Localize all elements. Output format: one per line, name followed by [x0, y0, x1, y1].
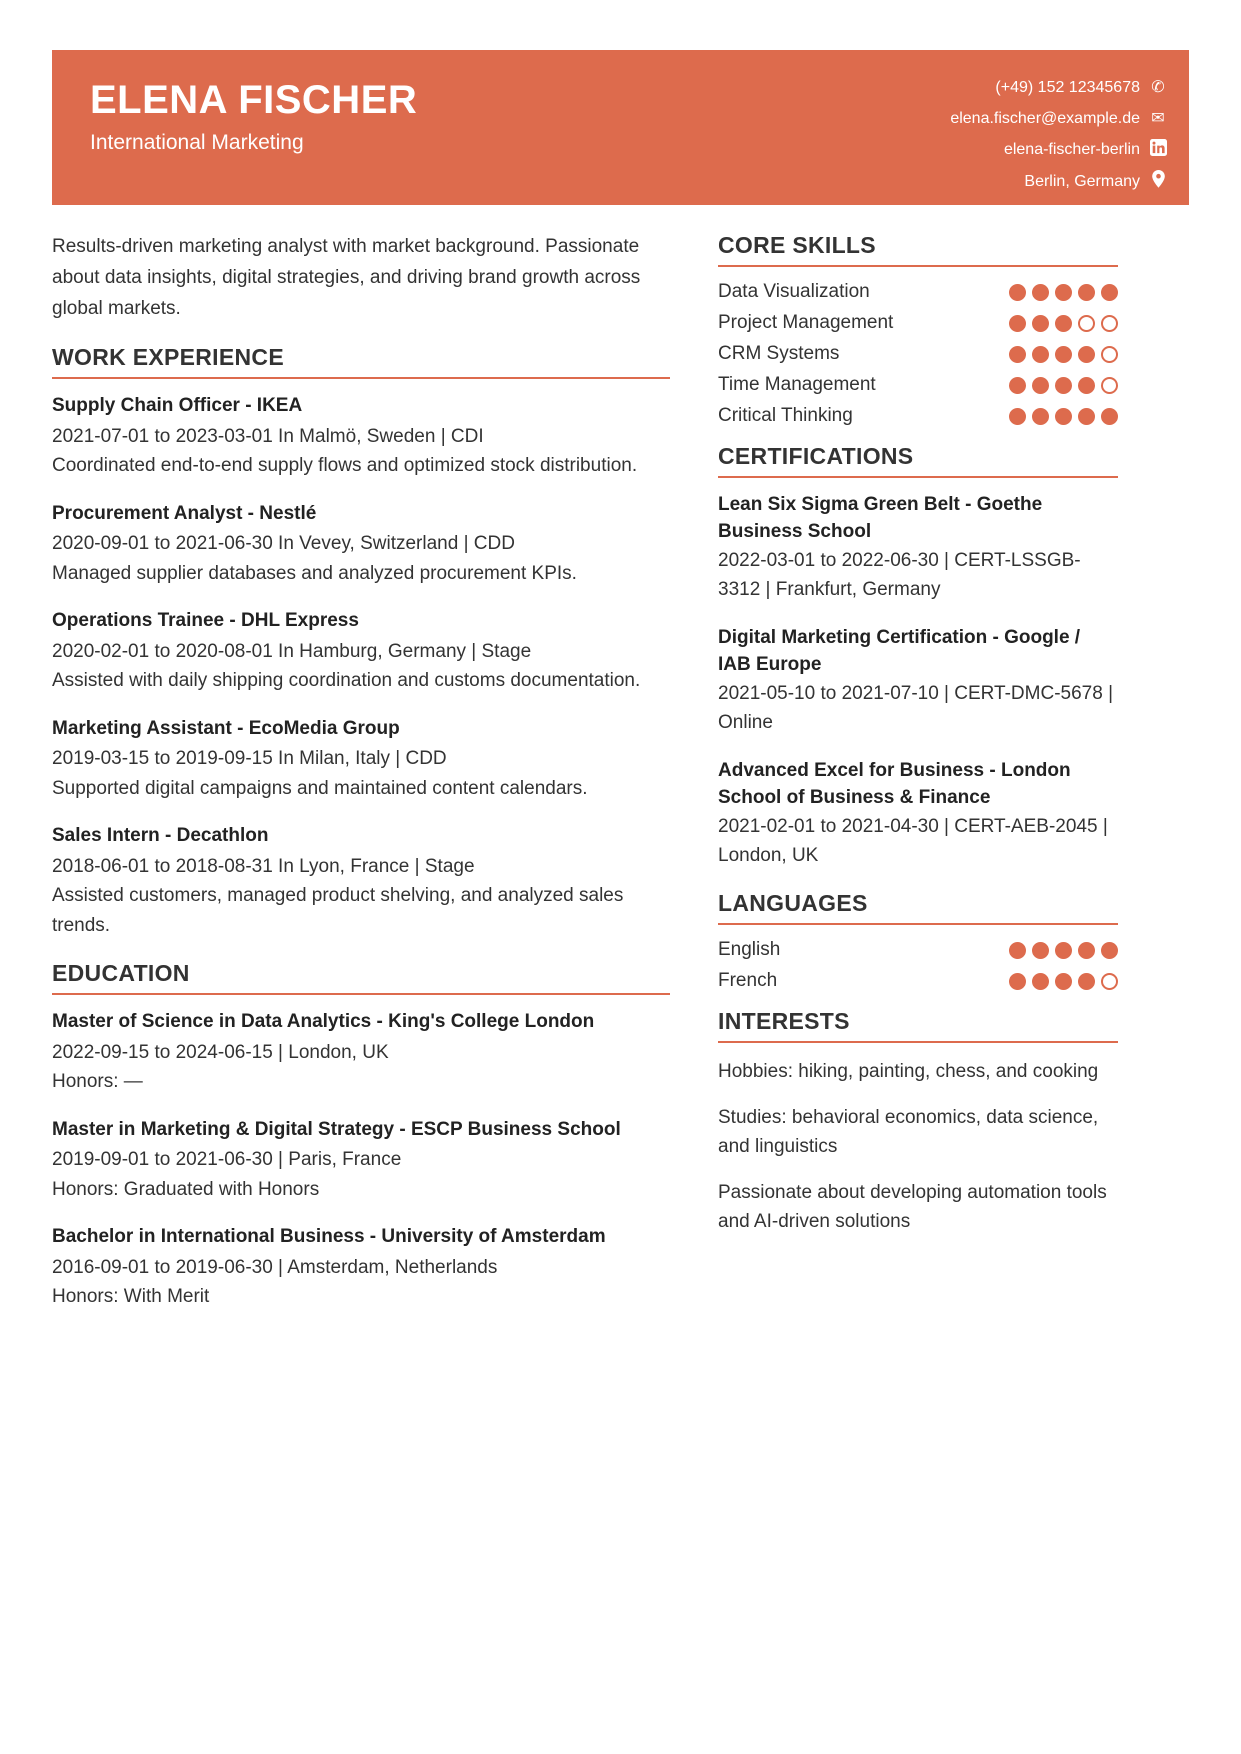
skill-rating [1009, 315, 1118, 332]
section-title-certifications: CERTIFICATIONS [718, 443, 914, 469]
skill-rating [1009, 377, 1118, 394]
phone-icon: ✆ [1151, 78, 1165, 96]
certification-meta: 2022-03-01 to 2022-06-30 | CERT-LSSGB-3312 | Frankfurt, Germany [718, 549, 1081, 601]
section-divider [718, 476, 1118, 478]
rating-dot [1101, 377, 1118, 394]
contact-phone[interactable] [950, 72, 1167, 103]
interest-item: Passionate about developing automation tools and AI-driven solutions [718, 1181, 1107, 1233]
rating-dot [1032, 973, 1049, 990]
skill-item [718, 312, 1118, 334]
header-identity [52, 50, 417, 155]
education-item [52, 1224, 670, 1311]
certification-title: Advanced Excel for Business - London School of Business & Finance [718, 759, 1071, 808]
education-entry-meta: 2019-09-01 to 2021-06-30 | Paris, France [52, 1149, 402, 1171]
section-title-languages: LANGUAGES [718, 890, 868, 917]
skill-label: Project Management [718, 312, 894, 333]
rating-dot [1055, 377, 1072, 394]
certification-item [718, 758, 1118, 871]
education-entry-meta: 2022-09-15 to 2024-06-15 | London, UK [52, 1041, 389, 1063]
rating-dot [1032, 315, 1049, 332]
rating-dot [1009, 408, 1026, 425]
rating-dot [1032, 942, 1049, 959]
contact-linkedin[interactable] [950, 134, 1167, 165]
rating-dot [1078, 346, 1095, 363]
education-entry-title: Master of Science in Data Analytics - King's College London [52, 1011, 595, 1033]
education-entry-honors: Honors: — [52, 1071, 143, 1093]
education-entry-title: Master in Marketing & Digital Strategy - ESCP Business School [52, 1118, 621, 1140]
contact-location-value: Berlin, Germany [1024, 172, 1140, 190]
job-entry-description: Assisted customers, managed product shelving, and analyzed sales trends. [52, 885, 624, 936]
rating-dot [1078, 315, 1095, 332]
section-divider [718, 1041, 1118, 1043]
section-divider [52, 377, 670, 379]
certification-item [718, 492, 1118, 605]
contact-list [950, 50, 1189, 197]
skill-rating [1009, 346, 1118, 363]
contact-location[interactable] [950, 166, 1167, 197]
rating-dot [1009, 346, 1026, 363]
rating-dot [1078, 377, 1095, 394]
education-list [52, 1009, 670, 1311]
interests-section [718, 1008, 1118, 1236]
rating-dot [1055, 284, 1072, 301]
job-entry-title: Procurement Analyst - Nestlé [52, 502, 317, 524]
education-entry-meta: 2016-09-01 to 2019-06-30 | Amsterdam, Netherlands [52, 1256, 498, 1278]
certification-item [718, 625, 1118, 738]
certifications-section [718, 443, 1118, 870]
rating-dot [1009, 973, 1026, 990]
skill-label: Data Visualization [718, 281, 870, 302]
linkedin-icon [1149, 139, 1167, 160]
rating-dot [1055, 346, 1072, 363]
rating-dot [1055, 973, 1072, 990]
rating-dot [1101, 284, 1118, 301]
contact-email[interactable] [950, 103, 1167, 134]
rating-dot [1078, 284, 1095, 301]
section-title-interests: INTERESTS [718, 1008, 850, 1035]
work-experience-item [52, 501, 670, 588]
job-entry-description: Coordinated end-to-end supply flows and optimized stock distribution. [52, 455, 638, 477]
job-entry-meta: 2021-07-01 to 2023-03-01 In Malmö, Sweden | CDI [52, 425, 484, 447]
job-entry-title: Operations Trainee - DHL Express [52, 610, 359, 632]
work-experience-list [52, 393, 670, 940]
job-title: International Marketing [90, 131, 304, 154]
resume-header [52, 50, 1189, 205]
job-entry-title: Sales Intern - Decathlon [52, 825, 269, 847]
education-entry-honors: Honors: Graduated with Honors [52, 1178, 320, 1200]
rating-dot [1101, 942, 1118, 959]
section-divider [718, 923, 1118, 925]
language-item [718, 939, 1118, 961]
page-title: ELENA FISCHER [90, 78, 418, 122]
email-icon: ✉ [1151, 109, 1165, 127]
section-divider [718, 265, 1118, 267]
skill-label: Time Management [718, 374, 876, 395]
rating-dot [1032, 377, 1049, 394]
rating-dot [1032, 346, 1049, 363]
language-label: English [718, 939, 781, 961]
resume-body [52, 232, 1189, 1331]
rating-dot [1032, 408, 1049, 425]
rating-dot [1055, 408, 1072, 425]
skill-item [718, 374, 1118, 396]
interest-item: Hobbies: hiking, painting, chess, and cooking [718, 1061, 1099, 1083]
skill-item [718, 343, 1118, 365]
contact-linkedin-value: elena-fischer-berlin [1003, 141, 1140, 159]
language-rating [1009, 942, 1118, 959]
language-label: French [718, 970, 778, 992]
section-title-core-skills: CORE SKILLS [718, 232, 876, 258]
certification-meta: 2021-05-10 to 2021-07-10 | CERT-DMC-5678 | Online [718, 682, 1114, 734]
contact-phone-value: (+49) 152 12345678 [995, 79, 1140, 96]
rating-dot [1101, 408, 1118, 425]
skill-item [718, 281, 1118, 303]
skill-label: CRM Systems [718, 343, 840, 364]
rating-dot [1009, 942, 1026, 959]
skill-rating [1009, 284, 1118, 301]
work-experience-item [52, 393, 670, 480]
rating-dot [1009, 284, 1026, 301]
left-column [52, 232, 670, 1331]
languages-section [718, 890, 1118, 992]
job-entry-description: Supported digital campaigns and maintained content calendars. [52, 777, 588, 799]
job-entry-meta: 2019-03-15 to 2019-09-15 In Milan, Italy | CDD [52, 748, 447, 770]
section-divider [52, 993, 670, 995]
rating-dot [1101, 973, 1118, 990]
education-entry-title: Bachelor in International Business - University of Amsterdam [52, 1226, 606, 1248]
profile-summary: Results-driven marketing analyst with market background. Passionate about data insights, digital strategies, and driving brand growth across global markets. [52, 236, 641, 319]
job-entry-meta: 2020-02-01 to 2020-08-01 In Hamburg, Germany | Stage [52, 640, 532, 662]
rating-dot [1078, 973, 1095, 990]
skill-label: Critical Thinking [718, 405, 853, 426]
rating-dot [1101, 346, 1118, 363]
rating-dot [1032, 284, 1049, 301]
skill-item [718, 405, 1118, 427]
rating-dot [1078, 408, 1095, 425]
job-entry-title: Marketing Assistant - EcoMedia Group [52, 717, 400, 739]
skill-rating [1009, 408, 1118, 425]
job-entry-description: Assisted with daily shipping coordination and customs documentation. [52, 670, 641, 692]
job-entry-meta: 2020-09-01 to 2021-06-30 In Vevey, Switzerland | CDD [52, 533, 515, 555]
job-entry-title: Supply Chain Officer - IKEA [52, 395, 303, 417]
interest-item: Studies: behavioral economics, data science, and linguistics [718, 1106, 1099, 1158]
rating-dot [1055, 942, 1072, 959]
core-skills-section [718, 232, 1118, 427]
contact-email-value: elena.fischer@example.de [950, 110, 1140, 128]
rating-dot [1009, 377, 1026, 394]
rating-dot [1009, 315, 1026, 332]
certification-meta: 2021-02-01 to 2021-04-30 | CERT-AEB-2045 | London, UK [718, 815, 1108, 866]
rating-dot [1078, 942, 1095, 959]
section-title-education: EDUCATION [52, 960, 190, 987]
work-experience-item [52, 823, 670, 940]
work-experience-item [52, 716, 670, 803]
education-item [52, 1117, 670, 1204]
rating-dot [1101, 315, 1118, 332]
certification-title: Digital Marketing Certification - Google / IAB Europe [718, 626, 1081, 675]
section-title-work-experience: WORK EXPERIENCE [52, 344, 284, 371]
language-item [718, 970, 1118, 992]
work-experience-item [52, 608, 670, 695]
right-column [718, 232, 1118, 1331]
education-item [52, 1009, 670, 1096]
education-entry-honors: Honors: With Merit [52, 1286, 210, 1308]
location-pin-icon [1149, 170, 1167, 192]
job-entry-description: Managed supplier databases and analyzed procurement KPIs. [52, 562, 577, 584]
language-rating [1009, 973, 1118, 990]
certification-title: Lean Six Sigma Green Belt - Goethe Business School [718, 494, 1043, 542]
job-entry-meta: 2018-06-01 to 2018-08-31 In Lyon, France | Stage [52, 855, 475, 877]
rating-dot [1055, 315, 1072, 332]
